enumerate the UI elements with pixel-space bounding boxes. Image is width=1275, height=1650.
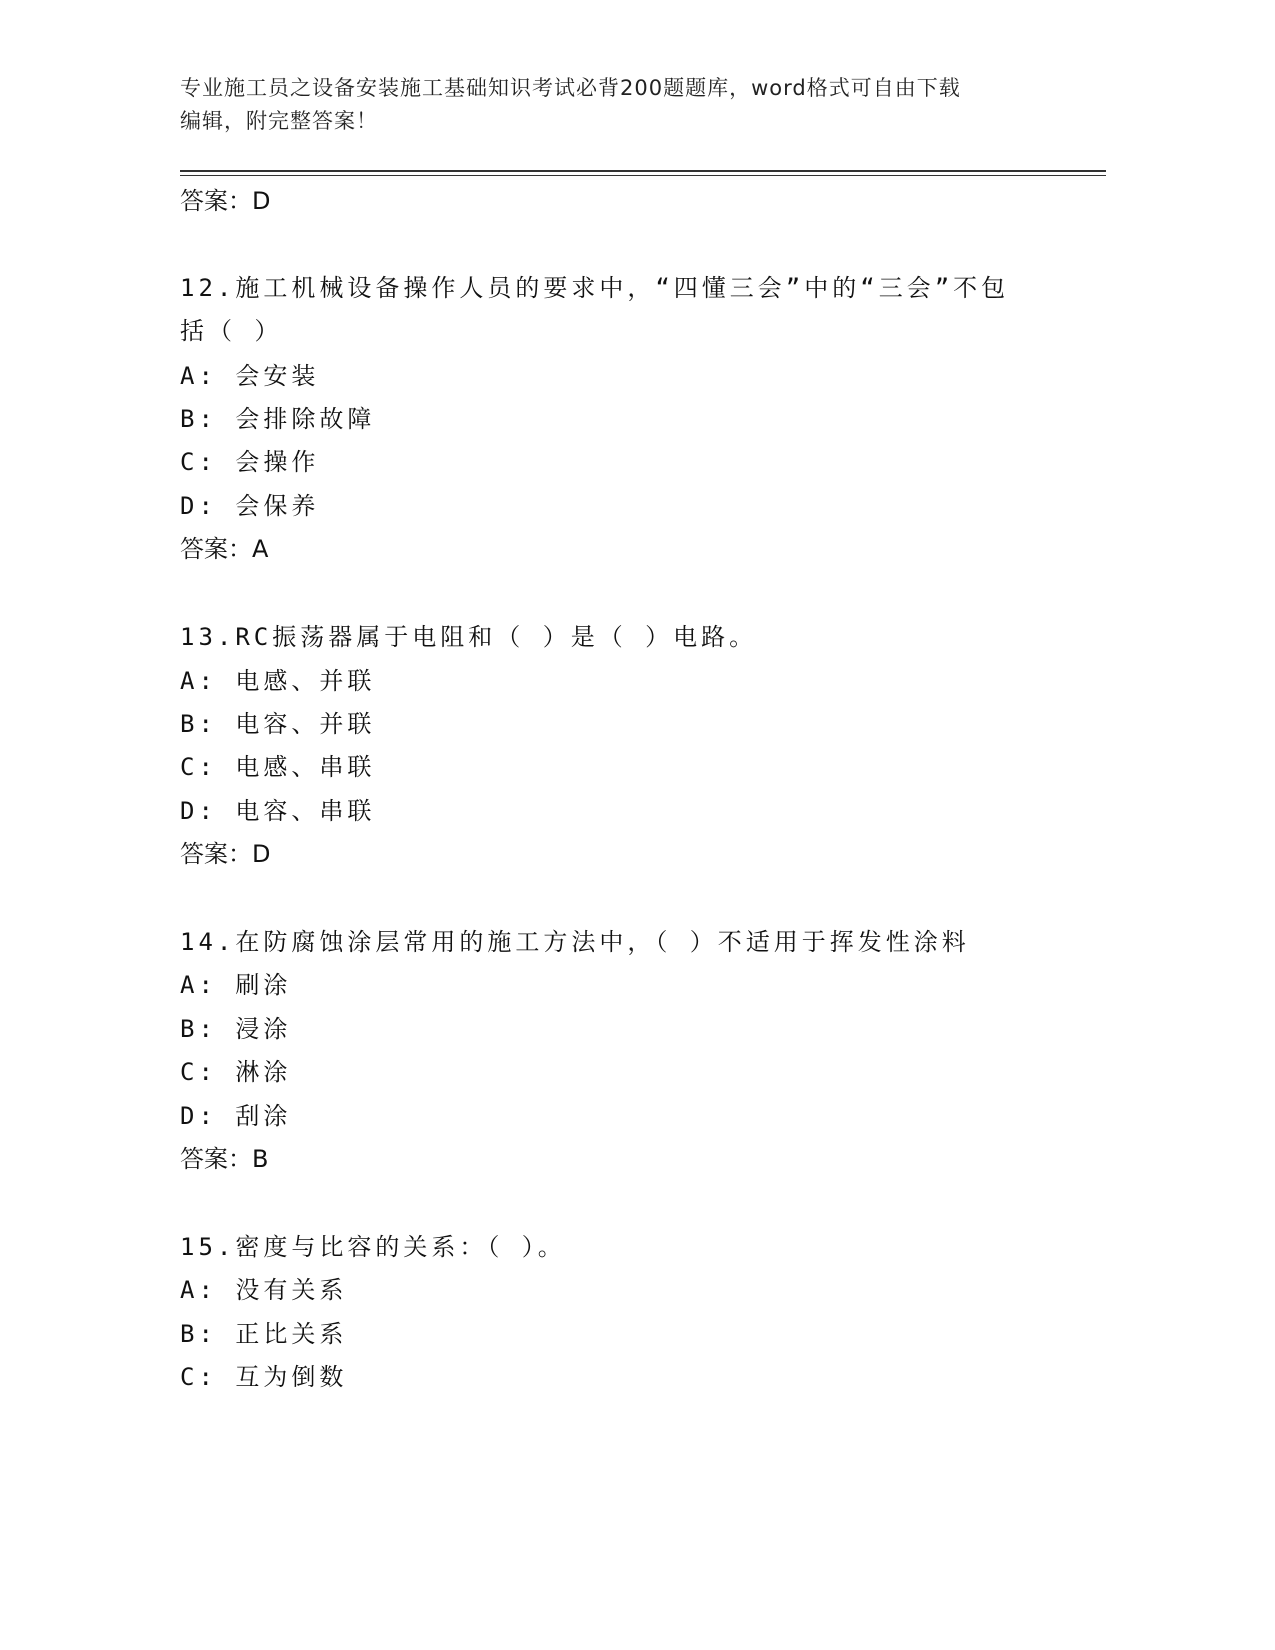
header-rule-thin — [180, 175, 1106, 176]
question-14-stem-line-1: 14.在防腐蚀涂层常用的施工方法中，（ ）不适用于挥发性涂料 — [180, 928, 970, 956]
question-13-stem-line-1: 13.RC振荡器属于电阻和（ ）是（ ）电路。 — [180, 623, 758, 651]
header-rule-thick — [180, 170, 1106, 172]
question-14-option-a: A: 刷涂 — [180, 971, 292, 999]
question-14-answer: 答案：B — [180, 1145, 269, 1173]
question-13-option-d: D: 电容、串联 — [180, 797, 376, 825]
question-12-option-d: D: 会保养 — [180, 492, 320, 520]
question-12-option-c: C: 会操作 — [180, 448, 320, 476]
header-line-2: 编辑，附完整答案！ — [180, 109, 378, 133]
header-line-1: 专业施工员之设备安装施工基础知识考试必背200题题库，word格式可自由下载 — [180, 76, 961, 100]
question-12-stem-line-1: 12.施工机械设备操作人员的要求中，“四懂三会”中的“三会”不包 — [180, 274, 1010, 302]
question-13-option-a: A: 电感、并联 — [180, 667, 376, 695]
question-14-option-c: C: 淋涂 — [180, 1058, 292, 1086]
question-12-stem-line-2: 括（ ） — [180, 317, 283, 345]
document-header — [180, 72, 1040, 138]
question-15-stem-line-1: 15.密度与比容的关系：（ ）。 — [180, 1233, 566, 1261]
question-12-option-a: A: 会安装 — [180, 362, 320, 390]
question-13-answer: 答案：D — [180, 840, 271, 868]
question-13-option-b: B: 电容、并联 — [180, 710, 376, 738]
question-15-option-c: C: 互为倒数 — [180, 1363, 348, 1391]
previous-answer: 答案：D — [180, 187, 271, 215]
question-12-option-b: B: 会排除故障 — [180, 405, 376, 433]
question-14-option-b: B: 浸涂 — [180, 1015, 292, 1043]
question-14-option-d: D: 刮涂 — [180, 1102, 292, 1130]
question-15-option-a: A: 没有关系 — [180, 1276, 348, 1304]
question-15-option-b: B: 正比关系 — [180, 1320, 348, 1348]
question-13-option-c: C: 电感、串联 — [180, 753, 376, 781]
question-12-answer: 答案：A — [180, 535, 269, 563]
